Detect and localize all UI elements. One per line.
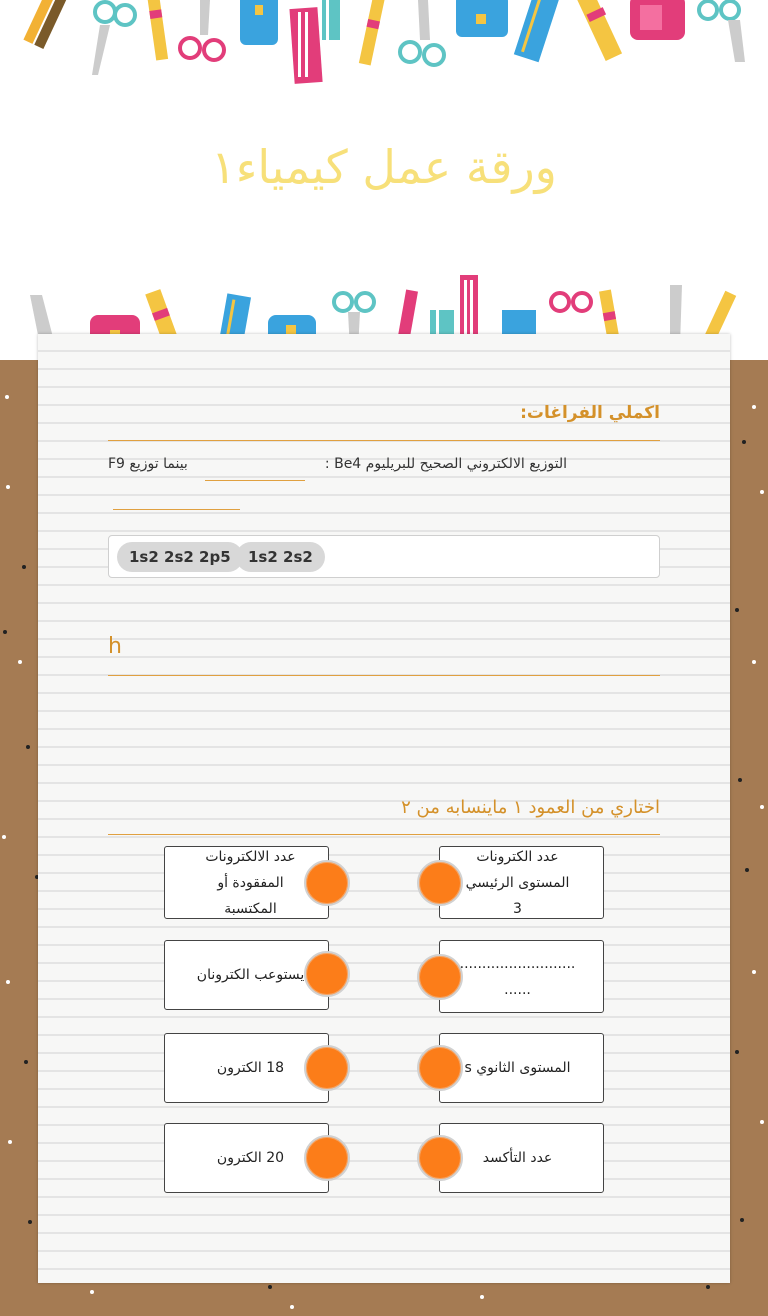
match-connector-left[interactable] <box>304 1045 350 1091</box>
match-right-text: .......................... <box>459 955 576 972</box>
match-connector-right[interactable] <box>417 1135 463 1181</box>
match-right-text: المستوى الرئيسي 3 <box>465 874 570 917</box>
match-connector-left[interactable] <box>304 951 350 997</box>
match-right-item[interactable] <box>439 940 604 1013</box>
match-left-text: 18 الكترون <box>216 1060 285 1076</box>
match-connector-right[interactable] <box>417 954 463 1000</box>
match-right-text: عدد الكترونات <box>476 848 559 865</box>
school-supplies-banner-top <box>0 0 768 90</box>
match-connector-left[interactable] <box>304 860 350 906</box>
section-divider <box>108 675 660 676</box>
match-right-text: ...... <box>504 981 531 998</box>
section-title-fill-blanks: اكملي الفراغات: <box>520 403 660 423</box>
match-left-text: يستوعب الكترونان <box>196 967 305 983</box>
section-divider <box>108 834 660 835</box>
question-text: التوزيع الالكتروني الصحيح للبريليوم Be4 : <box>324 456 567 472</box>
section-divider <box>108 440 660 441</box>
match-left-text: عدد الالكترونات <box>205 848 296 865</box>
match-right-item[interactable] <box>439 1123 604 1193</box>
match-left-text: 20 الكترون <box>216 1150 285 1166</box>
match-right-text: عدد التأكسد <box>482 1150 553 1166</box>
match-right-item[interactable] <box>439 1033 604 1103</box>
match-connector-right[interactable] <box>417 860 463 906</box>
section-title-matching: اختاري من العمود ١ ماينسابه من ٢ <box>401 797 660 818</box>
page-header <box>0 0 768 360</box>
page-title: ورقة عمل كيمياء١ <box>211 140 557 194</box>
answer-blank-be4[interactable] <box>205 457 305 481</box>
match-right-text: المستوى الثانوي s <box>464 1060 571 1076</box>
question-text-continued: بينما توزيع F9 <box>108 456 188 472</box>
match-connector-right[interactable] <box>417 1045 463 1091</box>
worksheet-paper <box>38 334 730 1283</box>
option-chip[interactable]: 1s2 2s2 2p5 <box>117 542 243 572</box>
match-right-item[interactable] <box>439 846 604 919</box>
match-left-text: المفقودة أو المكتسبة <box>217 874 284 917</box>
answer-label: h <box>108 634 122 659</box>
option-chip[interactable]: 1s2 2s2 <box>236 542 325 572</box>
match-connector-left[interactable] <box>304 1135 350 1181</box>
answer-blank-f9[interactable] <box>113 486 240 510</box>
drag-options-box <box>108 535 660 578</box>
